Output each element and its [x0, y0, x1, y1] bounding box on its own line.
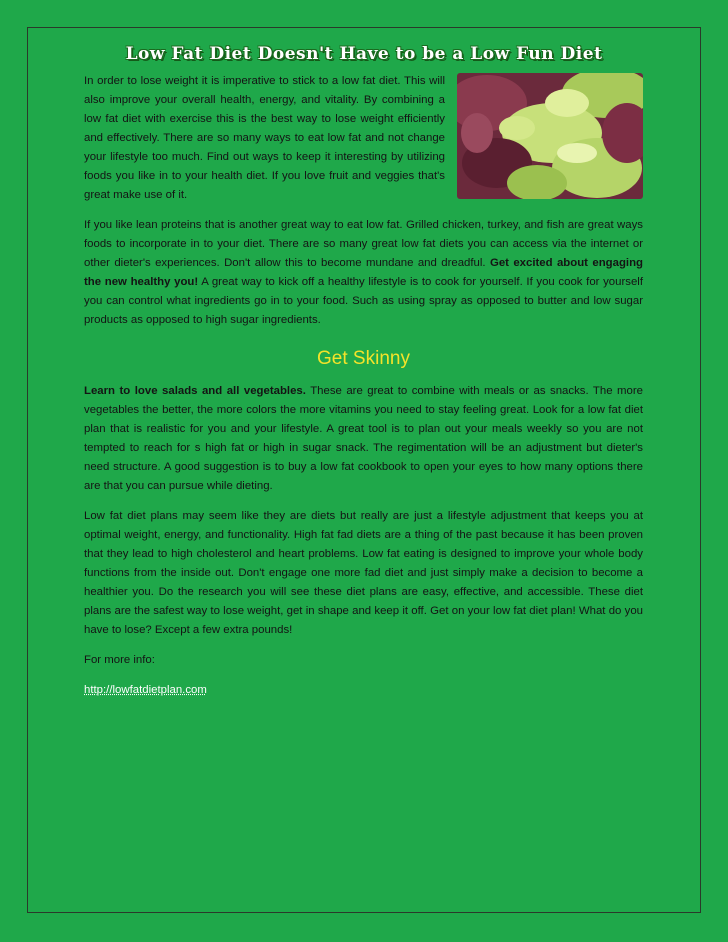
body-paragraph-2: Low fat diet plans may seem like they are diets but really are just a lifestyle adjustment that keeps you at optimal weight, energy, and functionality. High fat fad diets are a thing of the past because it has been proven that they lead to high cholesterol and heart problems. Low fat eating is designed to improve your whole body functions from the inside out. Don't engage one more fad diet and just simply make a decision to become a healthier you. Do the research you will see these diet plans are easy, effective, and accessible. These diet plans are the safest way to lose weight, get in shape and keep it off. Get on your low fat diet plan! What do you have to lose? Except a few extra pounds!	[84, 510, 643, 636]
more-info-label: For more info:	[84, 654, 155, 666]
intro-paragraph-1-text: In order to lose weight it is imperative to stick to a low fat diet. This will also improve your overall health, energy, and vitality. By combining a low fat diet with exercise this is the best way to lose weight efficiently and effectively. There are so many ways to eat low fat and not change your lifestyle too much. Find out ways to keep it interesting by utilizing foods you like in to your health diet. If you love fruit and veggies that's great make use of it.	[84, 75, 445, 201]
emphasis-text: Get excited about engaging the new healthy you!	[84, 257, 643, 288]
intro-paragraph-2: If you like lean proteins that is another great way to eat low fat. Grilled chicken, turkey, and fish are great ways foods to incorporate in to your diet. There are so many great low fat diets you can access via the internet or other dieter's experiences. Don't allow this to become mundane and dreadful. Get excited about engaging the new healthy you! A great way to kick off a healthy lifestyle is to cook for yourself. If you cook for yourself you can control what ingredients go in to your food. Such as using spray as opposed to butter and low sugar products as opposed to high sugar ingredients.	[84, 219, 643, 326]
salad-photo	[457, 73, 643, 199]
intro-paragraph-1	[84, 72, 643, 205]
website-link[interactable]: http://lowfatdietplan.com	[84, 684, 207, 696]
body-paragraph-1: Learn to love salads and all vegetables. These are great to combine with meals or as snacks. The more vegetables the better, the more colors the more vitamins you need to stay feeling great. Look for a low fat diet plan that is realistic for you and your lifestyle. A great tool is to plan out your meals weekly so you are not tempted to reach for s high fat or high in sugar snack. The regimentation will be an adjustment but dieter's need structure. A good suggestion is to buy a low fat cookbook to open your eyes to how many options there are that you can pursue while dieting.	[84, 385, 643, 492]
page-title: Low Fat Diet Doesn't Have to be a Low Fun Diet	[125, 44, 603, 64]
emphasis-text: Learn to love salads and all vegetables.	[84, 385, 306, 397]
section-heading: Get Skinny	[317, 348, 410, 369]
article-body	[84, 72, 643, 711]
